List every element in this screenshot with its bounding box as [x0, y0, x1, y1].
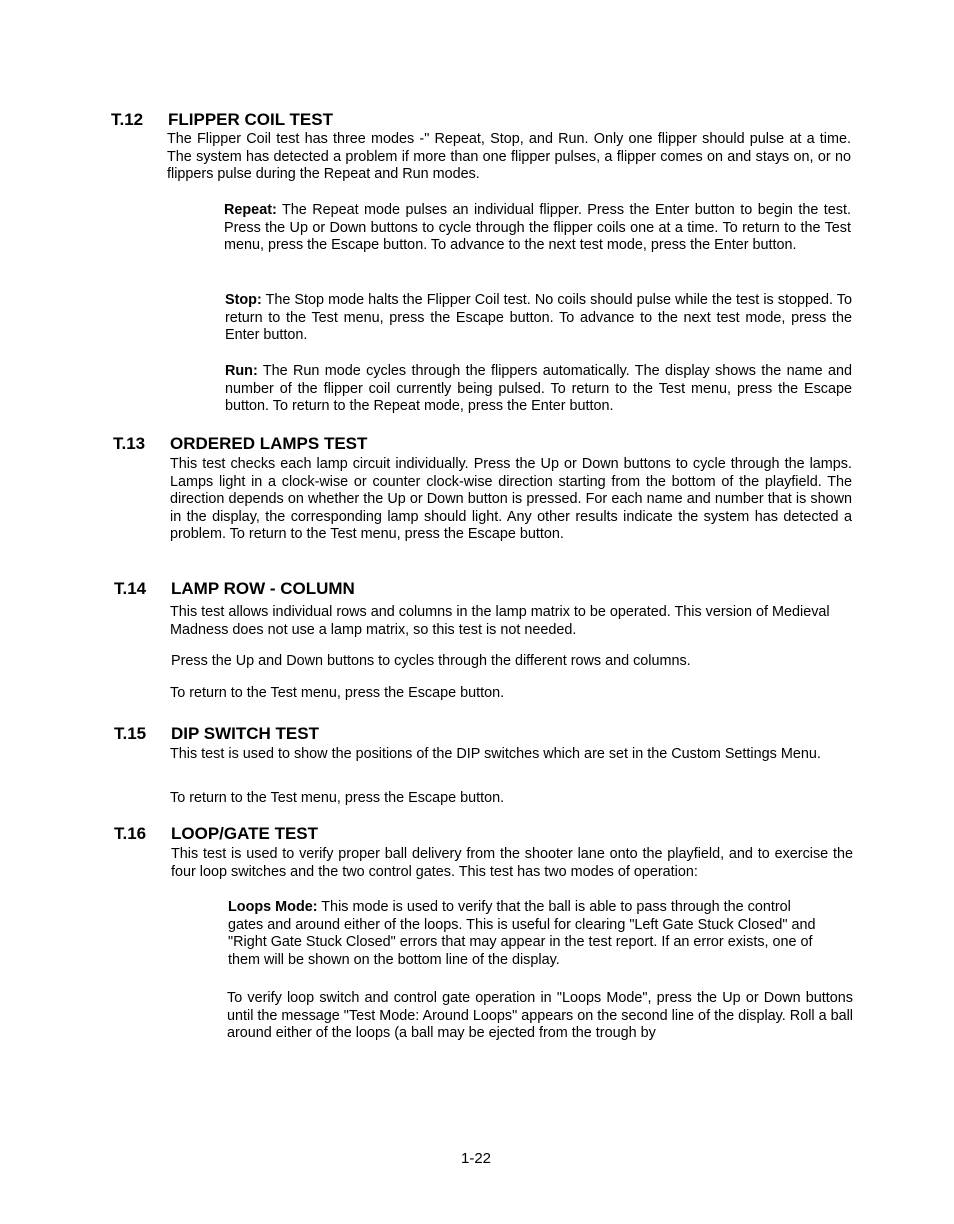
- mode-paragraph-loops: [228, 899, 818, 969]
- section-number: T.12: [111, 110, 144, 129]
- section-paragraph: To return to the Test menu, press the Escape button.: [170, 685, 505, 701]
- section-paragraph: This test checks each lamp circuit individually. Press the Up or Down buttons to cycle through the lamps. Lamps light in a clock-wise or counter clock-wise direction starting from the bottom of the playfield. The direction depends on whether the Up or Down button is pressed. For each name and number that is shown in the display, the corresponding lamp should light. Any other results indicate the system has detected a problem. To return to the Test menu, press the Escape button.: [170, 456, 852, 543]
- mode-label: Run:: [225, 363, 258, 379]
- section-number: T.13: [113, 434, 146, 453]
- section-number: T.14: [114, 579, 147, 598]
- mode-text: The Run mode cycles through the flippers automatically. The display shows the name and number of the flipper coil currently being pulsed. To return to the Test menu, press the Escape button. To return to the Repeat mode, press the Enter button.: [225, 363, 852, 415]
- mode-label: Loops Mode:: [228, 899, 318, 915]
- mode-text: The Repeat mode pulses an individual flipper. Press the Enter button to begin the test. Press the Up or Down buttons to cycle through the flipper coils one at a time. To return to the Test menu, press the Escape button. To advance to the next test mode, press the Enter button.: [224, 202, 851, 254]
- section-title: DIP SWITCH TEST: [171, 724, 319, 743]
- mode-paragraph-repeat: [224, 202, 851, 255]
- section-heading-t13: [113, 434, 367, 454]
- mode-text: The Stop mode halts the Flipper Coil test. No coils should pulse while the test is stopped. To return to the Test menu, press the Escape button. To advance to the next test mode, press the Enter button.: [225, 292, 852, 344]
- page-number: 1-22: [461, 1150, 492, 1167]
- section-heading-t15: [114, 724, 319, 744]
- section-paragraph: Press the Up and Down buttons to cycles through the different rows and columns.: [171, 653, 691, 669]
- mode-paragraph-stop: [225, 292, 852, 345]
- section-heading-t14: [114, 579, 355, 599]
- mode-paragraph-run: [225, 363, 852, 416]
- section-title: FLIPPER COIL TEST: [168, 110, 333, 129]
- section-heading-t12: [111, 110, 333, 130]
- section-title: ORDERED LAMPS TEST: [170, 434, 368, 453]
- section-intro: The Flipper Coil test has three modes -" Repeat, Stop, and Run. Only one flipper should pulse at a time. The system has detected a problem if more than one flipper pulses, a flipper comes on and stays on, or no flippers pulse during the Repeat and Run modes.: [167, 131, 851, 183]
- section-title: LOOP/GATE TEST: [171, 824, 319, 843]
- section-title: LAMP ROW - COLUMN: [171, 579, 355, 598]
- section-paragraph: This test is used to show the positions of the DIP switches which are set in the Custom Settings Menu.: [170, 746, 821, 762]
- section-paragraph: This test allows individual rows and columns in the lamp matrix to be operated. This version of Medieval Madness does not use a lamp matrix, so this test is not needed.: [170, 604, 830, 638]
- mode-text: This mode is used to verify that the ball is able to pass through the control gates and around either of the loops. This is useful for clearing "Left Gate Stuck Closed" and "Right Gate Stuck Closed" errors that may appear in the test report. If an error exists, one of them will be shown on the bottom line of the display.: [228, 899, 816, 968]
- section-number: T.15: [114, 724, 147, 743]
- section-paragraph: To return to the Test menu, press the Escape button.: [170, 790, 505, 806]
- section-paragraph: To verify loop switch and control gate operation in "Loops Mode", press the Up or Down buttons until the message "Test Mode: Around Loops" appears on the second line of the display. Roll a ball around either of the loops (a ball may be ejected from the trough by: [227, 990, 853, 1042]
- section-intro: This test is used to verify proper ball delivery from the shooter lane onto the playfield, and to exercise the four loop switches and the two control gates. This test has two modes of operation:: [171, 846, 853, 880]
- mode-label: Stop:: [225, 292, 262, 308]
- mode-label: Repeat:: [224, 202, 277, 218]
- section-number: T.16: [114, 824, 147, 843]
- section-heading-t16: [114, 824, 318, 844]
